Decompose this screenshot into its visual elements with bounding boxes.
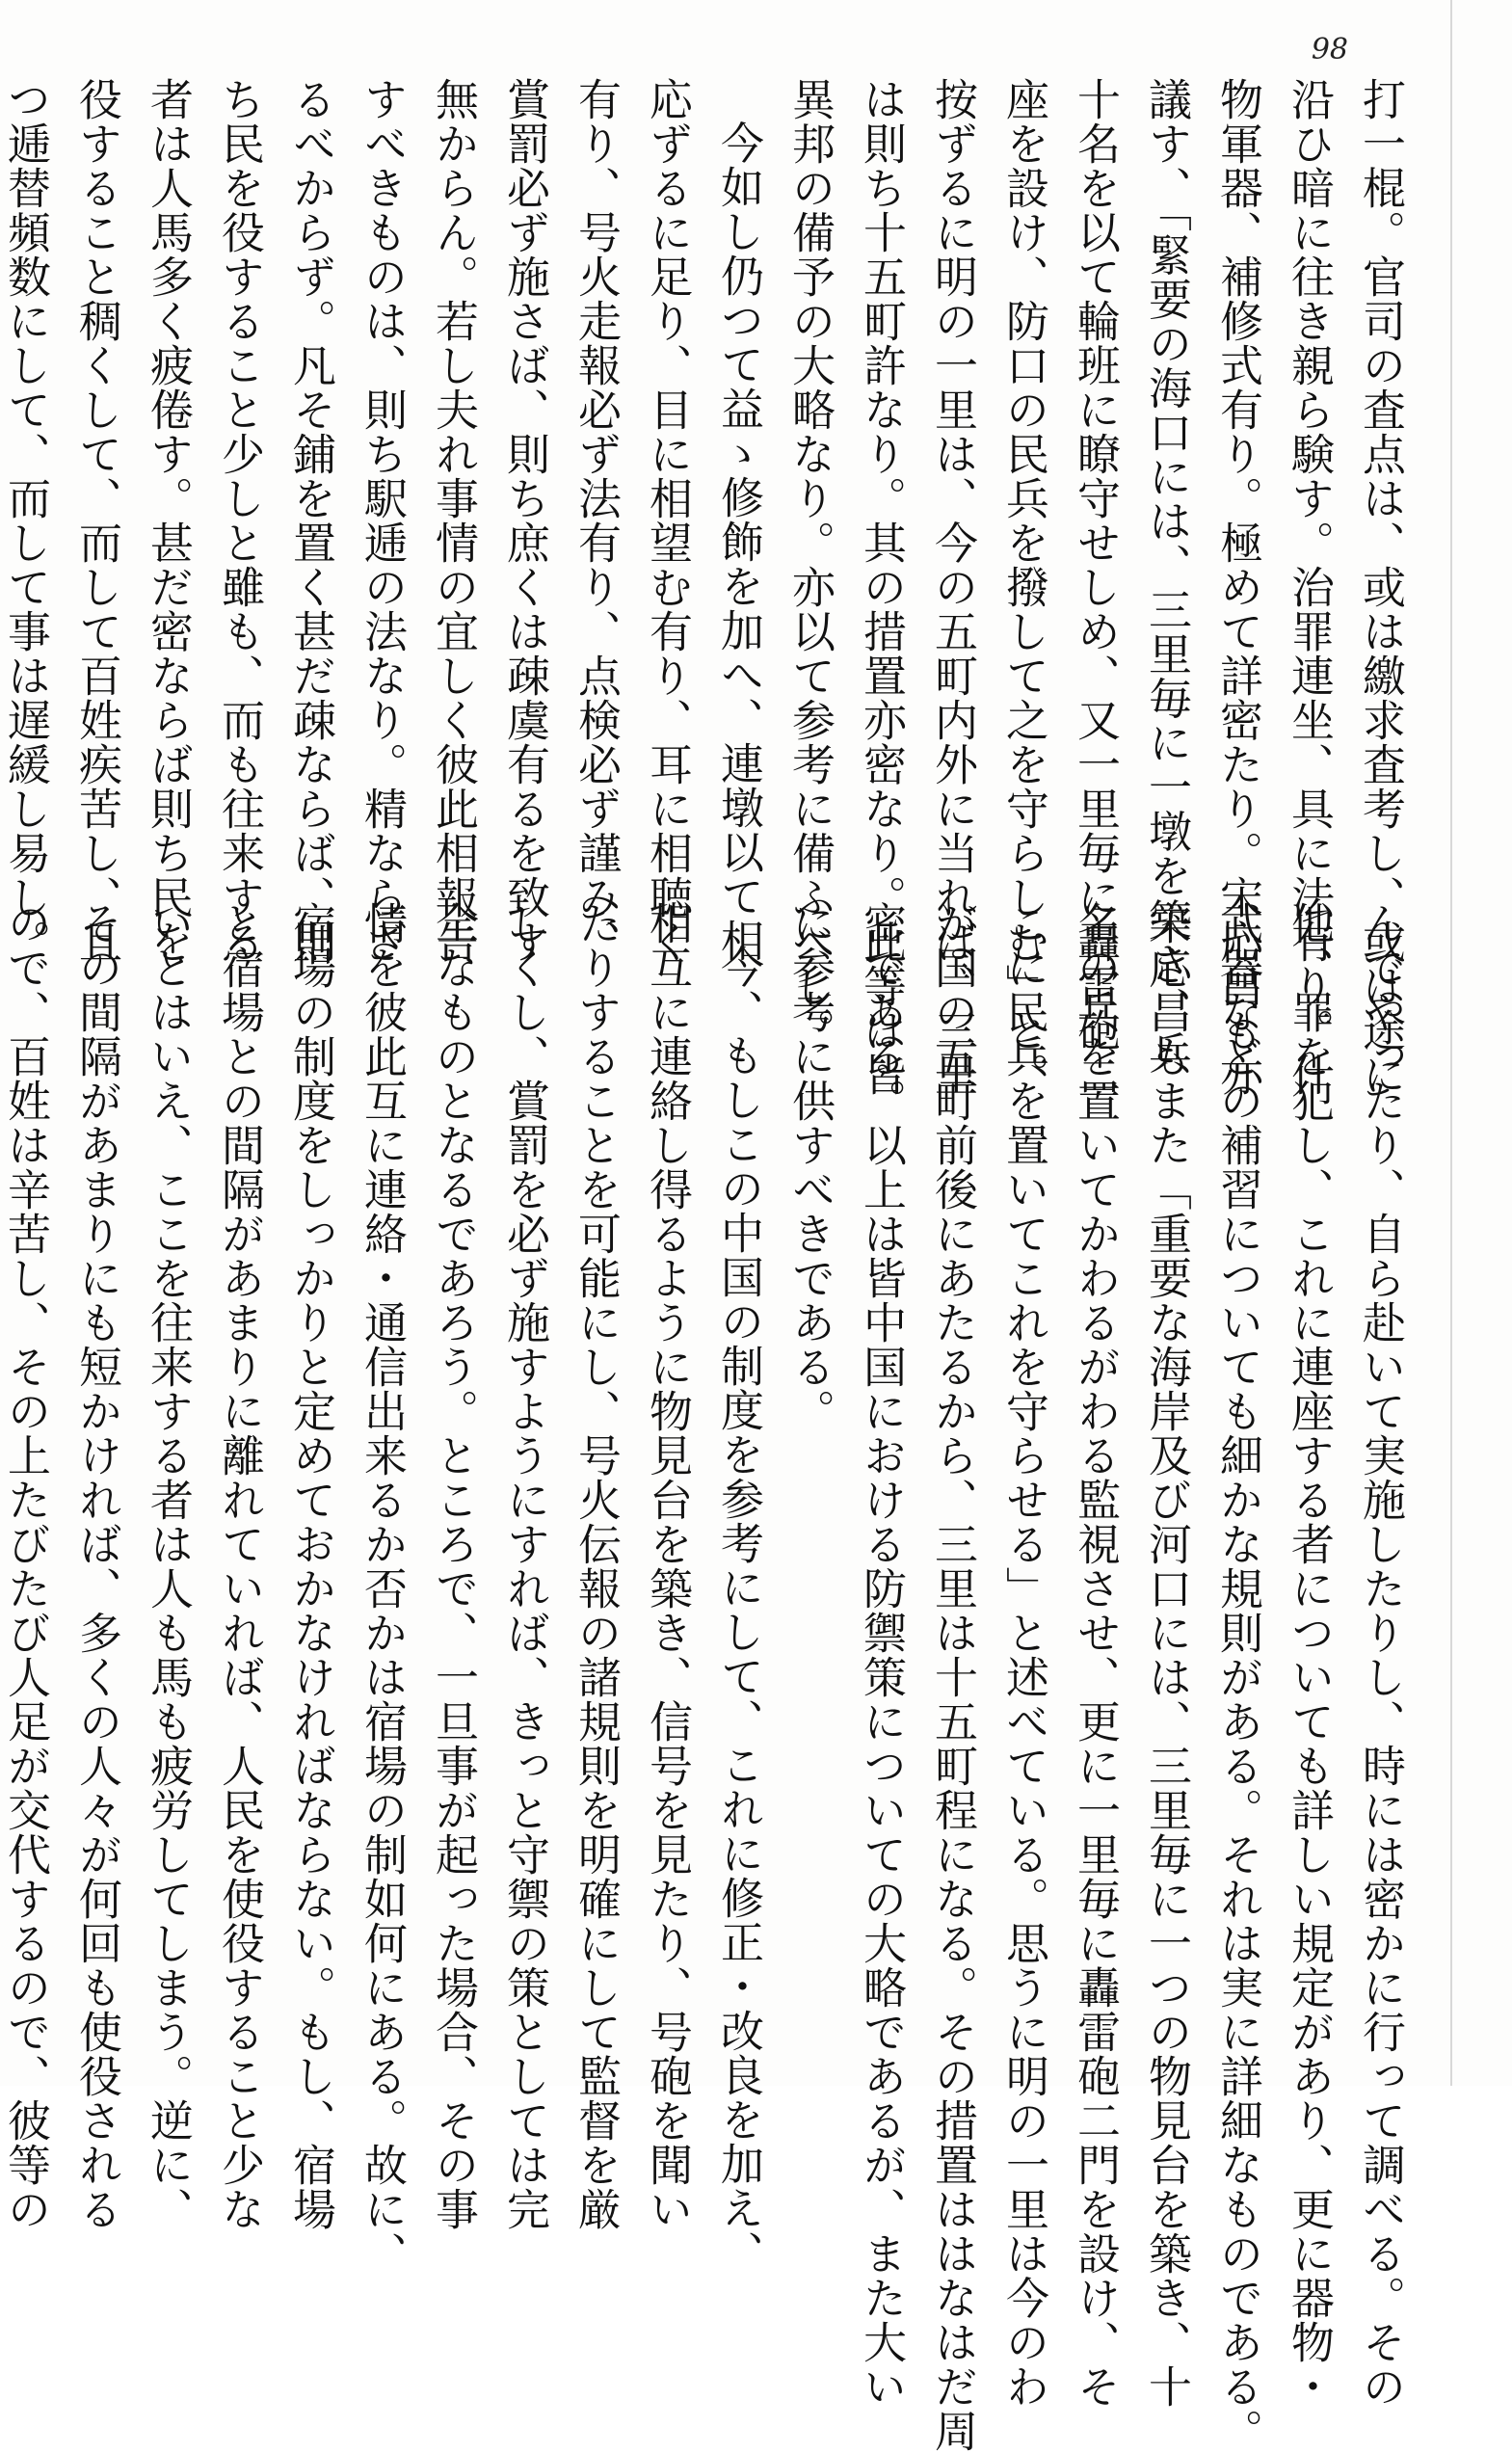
text-column: 賞罰必ず施さば、則ち庶くは疎虞有るを致す	[499, 77, 550, 964]
text-column: すべきものは、則ち駅逓の法なり。精ならざ	[357, 77, 408, 964]
scan-edge-line	[1450, 0, 1452, 2086]
text-column: その間隔があまりにも短かければ、多くの人々が何回も使役される	[71, 901, 122, 2231]
text-column: 相互に連絡し得るように物見台を築き、信号を見たり、号砲を聞い	[642, 901, 693, 2231]
page-number: 98	[1311, 33, 1348, 67]
text-column: 物軍器、補修式有り。極めて詳密たり。宋応昌も亦	[1212, 77, 1263, 1097]
text-column: 異邦の備予の大略なり。亦以て参考に備ふべし。	[784, 77, 836, 1053]
text-column: 全なものとなるであろう。ところで、一旦事が起った場合、その事	[428, 901, 479, 2231]
text-column: 十名を以て輪班に瞭守せしめ、又一里毎に轟雷砲二	[1070, 77, 1121, 1097]
text-column: るべからず。凡そ鋪を置く甚だ疎ならば、則	[285, 77, 336, 964]
classical-text-block	[0, 77, 1416, 1097]
text-column: と宿場との間隔があまりに離れていれば、人民を使役すること少な	[214, 901, 265, 2231]
text-column: いとはいえ、ここを往来する者は人も馬も疲労してしまう。逆に、	[143, 901, 194, 2231]
text-column: 沿ひ暗に往き親ら験す。治罪連坐、具に法有り。什	[1284, 77, 1335, 1097]
text-column: 打一棍。官司の査点は、或は繳求査考し、或は途に	[1355, 77, 1406, 1097]
text-column: んでやったり、自ら赴いて実施したりし、時には密かに行って調べる。その	[1355, 901, 1406, 2409]
text-column: 無からん。若し夫れ事情の宜しく彼此相報告	[428, 77, 479, 964]
text-column: 今如し仍つて益ゝ修飾を加へ、連墩以て相	[713, 120, 764, 963]
text-column: しくし、賞罰を必ず施すようにすれば、きっと守禦の策としては完	[499, 901, 550, 2231]
text-column: 密である。以上は皆中国における防禦策についての大略であるが、また大い	[856, 901, 907, 2409]
text-column: は則ち十五町許なり。其の措置亦密なり。此等は皆	[856, 77, 907, 1097]
modern-translation-block	[0, 901, 1416, 2453]
text-column: ち民を役すること少しと雖も、而も往来する	[214, 77, 265, 964]
text-column: 情を彼此互に連絡・通信出来るか否かは宿場の制如何にある。故に、	[357, 901, 408, 2276]
text-column: たりすることを可能にし、号火伝報の諸規則を明確にして監督を厳	[570, 901, 622, 2231]
text-column: 応ずるに足り、目に相望む有り、耳に相聴く	[642, 77, 693, 964]
text-column: が国の五町前後にあたるから、三里は十五町程になる。その措置ははなはだ周	[927, 901, 978, 2453]
text-column: 今、もしこの中国の制度を参考にして、これに修正・改良を加え、	[713, 945, 764, 2275]
text-column: 有り、号火走報必ず法有り、点検必ず謹み、	[570, 77, 622, 964]
text-column: つ逓替頻数にして、而して事は遅緩し易し。	[0, 77, 51, 964]
text-column: 座を設け、防口の民兵を撥して之を守らしむ」と。	[998, 77, 1049, 1097]
text-column: 宿場の制度をしっかりと定めておかなければならない。もし、宿場	[285, 901, 336, 2231]
text-column: に参考に供すべきである。	[784, 901, 836, 1433]
text-column: 宋応昌もまた「重要な海岸及び河口には、三里毎に一つの物見台を築き、十	[1141, 901, 1192, 2409]
text-column: 名の兵を置いてかわるがわる監視させ、更に一里毎に轟雷砲二門を設け、そ	[1070, 901, 1121, 2409]
text-column: 者は人馬多く疲倦す。甚だ密ならば則ち民を	[143, 77, 194, 964]
text-column: 他、罪を犯し、これに連座する者についても詳しい規定があり、更に器物・	[1284, 901, 1335, 2409]
text-column: ので、百姓は辛苦し、その上たびたび人足が交代するので、彼等の	[0, 901, 51, 2231]
text-column: こに民兵を置いてこれを守らせる」と述べている。思うに明の一里は今のわ	[998, 901, 1049, 2409]
text-column: 武器などの補習についても細かな規則がある。それは実に詳細なものである。	[1212, 901, 1263, 2453]
text-column: 按ずるに明の一里は、今の五町内外に当れば、三里	[927, 77, 978, 1097]
text-column: 役すること稠くして、而して百姓疾苦し、且	[71, 77, 122, 964]
text-column: 議す、「緊要の海口には、三里毎に一墩を築き、兵	[1141, 77, 1192, 1076]
